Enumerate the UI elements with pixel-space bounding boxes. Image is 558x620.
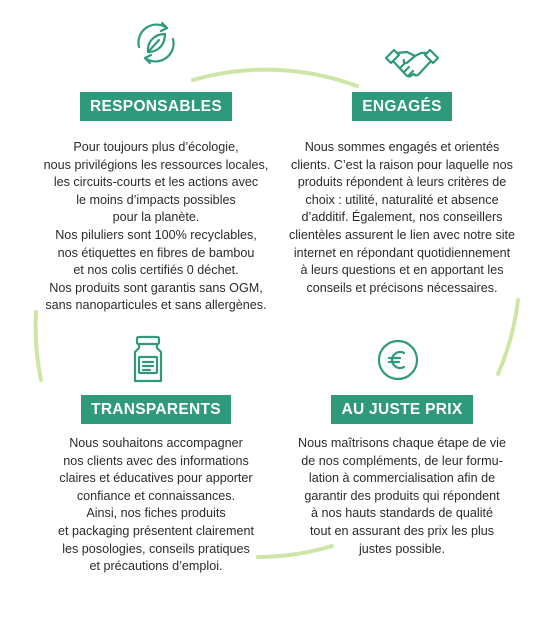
section-body-transparents: Nous souhaitons accompagner nos clients avec des informations claires et éducatives pour apporter confiance et connaissances. Ainsi, nos fiches produits et packaging présentent clairement les posologies, conseils pratiques et précautions d’emploi. xyxy=(57,436,255,574)
section-engages xyxy=(264,92,540,297)
section-title-engages: ENGAGÉS xyxy=(352,92,452,121)
section-transparents xyxy=(18,395,294,576)
section-body-responsables: Pour toujours plus d’écologie, nous privilégions les ressources locales, les circuits-courts et les actions avec le moins d’impacts possibles pour la planète. Nos piluliers sont 100% recyclables, nos étiquettes en fibres de bambou et nos colis certifiés 0 déchet. Nos produits sont garantis sans OGM, sans nanoparticules et sans allergènes. xyxy=(43,140,269,313)
section-responsables xyxy=(18,92,294,315)
section-juste-prix xyxy=(264,395,540,558)
section-body-engages: Nous sommes engagés et orientés clients. C’est la raison pour laquelle nos produits répondent à leurs critères de choix : utilité, naturalité et absence d’additif. Également, nos conseillers clientèles assurent le lien avec notre site internet en répondant quotidiennement à leurs questions et en apportant les conseils et précisons nécessaires. xyxy=(288,140,516,295)
euro-coin-icon xyxy=(375,337,421,383)
leaf-recycle-icon xyxy=(129,16,183,70)
section-body-juste-prix: Nous maîtrisons chaque étape de vie de nos compléments, de leur formu- lation à commercialisation afin de garantir des produits qui répondent à nos hauts standards de qualité tout en assurant des prix les plus justes possible. xyxy=(298,436,506,556)
pill-bottle-icon xyxy=(131,335,165,385)
handshake-icon xyxy=(383,44,441,86)
section-title-transparents: TRANSPARENTS xyxy=(81,395,231,424)
section-title-responsables: RESPONSABLES xyxy=(80,92,232,121)
section-title-juste-prix: AU JUSTE PRIX xyxy=(331,395,472,424)
